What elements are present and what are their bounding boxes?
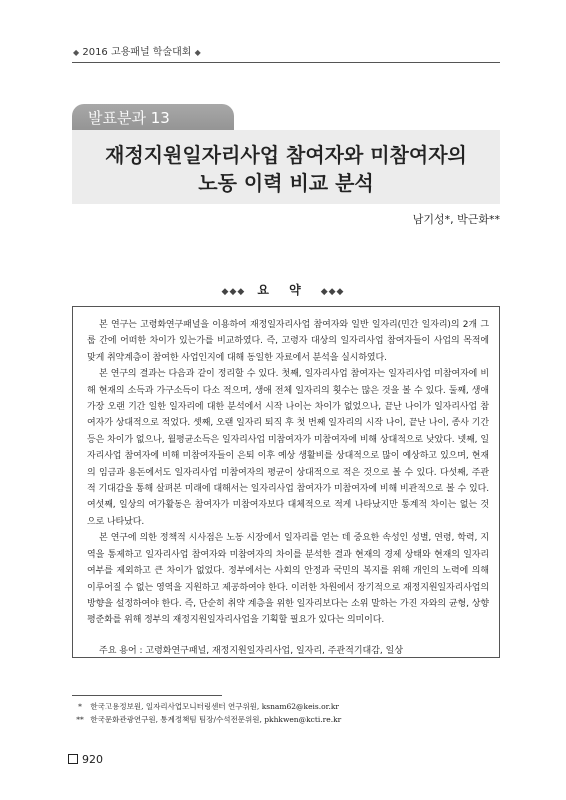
diamond-icon: ◆ [194, 48, 201, 57]
abstract-heading [0, 281, 566, 298]
running-header [73, 43, 201, 58]
footnote [72, 713, 341, 726]
session-label: 발표분과 13 [72, 104, 234, 132]
keywords: 주요 용어 : 고령화연구패널, 재정지원일자리사업, 일자리, 주관적기대감, 일상 [99, 645, 404, 656]
footnote-text: 한국문화관광연구원, 통계정책팀 팀장/수석전문위원, pkhkwen@kcti.re.kr [90, 715, 342, 724]
footnotes [72, 700, 341, 726]
footnote-mark: * [78, 702, 82, 711]
footnote-mark: ** [76, 715, 84, 724]
footnote [72, 700, 341, 713]
square-icon [68, 754, 78, 764]
abstract-paragraph: 본 연구에 의한 정책적 시사점은 노동 시장에서 일자리를 얻는 데 중요한 속성인 성별, 연령, 학력, 지역을 통제하고 일자리사업 참여자와 미참여자의 차이를 분석한 결과 현재의 경제 상태와 현재의 일자리 여부를 제외하고 큰 차이가 없었다. 정부에서는 사회의 안정과 국민의 복지를 위해 개인의 노력에 의해 이루어질 수 없는 영역을 지원하고 제공하여야 한다. 이러한 차원에서 장기적으로 재정지원일자리사업의 방향을 설정하여야 한다. 즉, 단순히 취약 계층을 위한 일자리보다는 소위 말하는 가진 자와의 균형, 상향평준화를 위해 정부의 재정지원일자리사업을 기획할 필요가 있다는 의미이다. [87, 533, 489, 626]
page-number [68, 753, 103, 766]
diamond-icon: ◆◆◆ [320, 287, 345, 297]
header-rule [72, 62, 500, 63]
paper-title-line-1: 재정지원일자리사업 참여자와 미참여자의 [105, 143, 467, 167]
abstract-heading-text: 요 약 [257, 283, 309, 297]
page-number-text: 920 [82, 753, 103, 766]
running-header-text: 2016 고용패널 학술대회 [82, 47, 192, 58]
footnote-text: 한국고용정보원, 일자리사업모니터링센터 연구위원, ksnam62@keis.or.kr [90, 702, 339, 711]
diamond-icon: ◆◆◆ [221, 287, 246, 297]
authors: 남기성*, 박근화** [412, 213, 500, 226]
paper-title-line-2: 노동 이력 비교 분석 [198, 171, 374, 195]
abstract-box [72, 306, 500, 658]
title-box [72, 130, 500, 204]
abstract-paragraph: 본 연구는 고령화연구패널을 이용하여 재정일자리사업 참여자와 일반 일자리(민간 일자리)의 2개 그룹 간에 어떠한 차이가 있는가를 비교하였다. 즉, 고령자 대상의 일자리사업 참여자들이 사업의 목적에 맞게 취약계층이 참여한 사업인지에 대해 동일한 자료에서 분석을 실시하였다. [87, 320, 489, 363]
diamond-icon: ◆ [73, 48, 80, 57]
footnote-rule [72, 695, 222, 696]
abstract-paragraph: 본 연구의 결과는 다음과 같이 정리할 수 있다. 첫째, 일자리사업 참여자는 일자리사업 미참여자에 비해 현재의 소득과 가구소득이 다소 적으며, 생애 전체 일자리의 횟수는 많은 것을 볼 수 있다. 둘째, 생애 가장 오랜 기간 일한 일자리에 대한 분석에서 시작 나이는 차이가 없었으나, 끝난 나이가 일자리사업 참여자가 상대적으로 적었다. 셋째, 오랜 일자리 퇴직 후 첫 번째 일자리의 시작 나이, 끝난 나이, 종사 기간 등은 차이가 없으나, 월평균소득은 일자리사업 미참여자가 미참여자에 비해 상대적으로 낮았다. 넷째, 일자리사업 참여자에 비해 미참여자들이 은퇴 이후 예상 생활비를 상대적으로 많이 예상하고 있으며, 현재의 임금과 용돈에서도 일자리사업 미참여자의 평균이 상대적으로 적은 것으로 볼 수 있다. 다섯째, 주관적 기대감을 통해 살펴본 미래에 대해서는 일자리사업 참여자가 미참여자에 비해 비관적으로 볼 수 있다. 여섯째, 일상의 여가활동은 참여자가 미참여자보다 대체적으로 적게 나타났지만 통계적 차이는 없는 것으로 나타났다. [87, 369, 489, 527]
